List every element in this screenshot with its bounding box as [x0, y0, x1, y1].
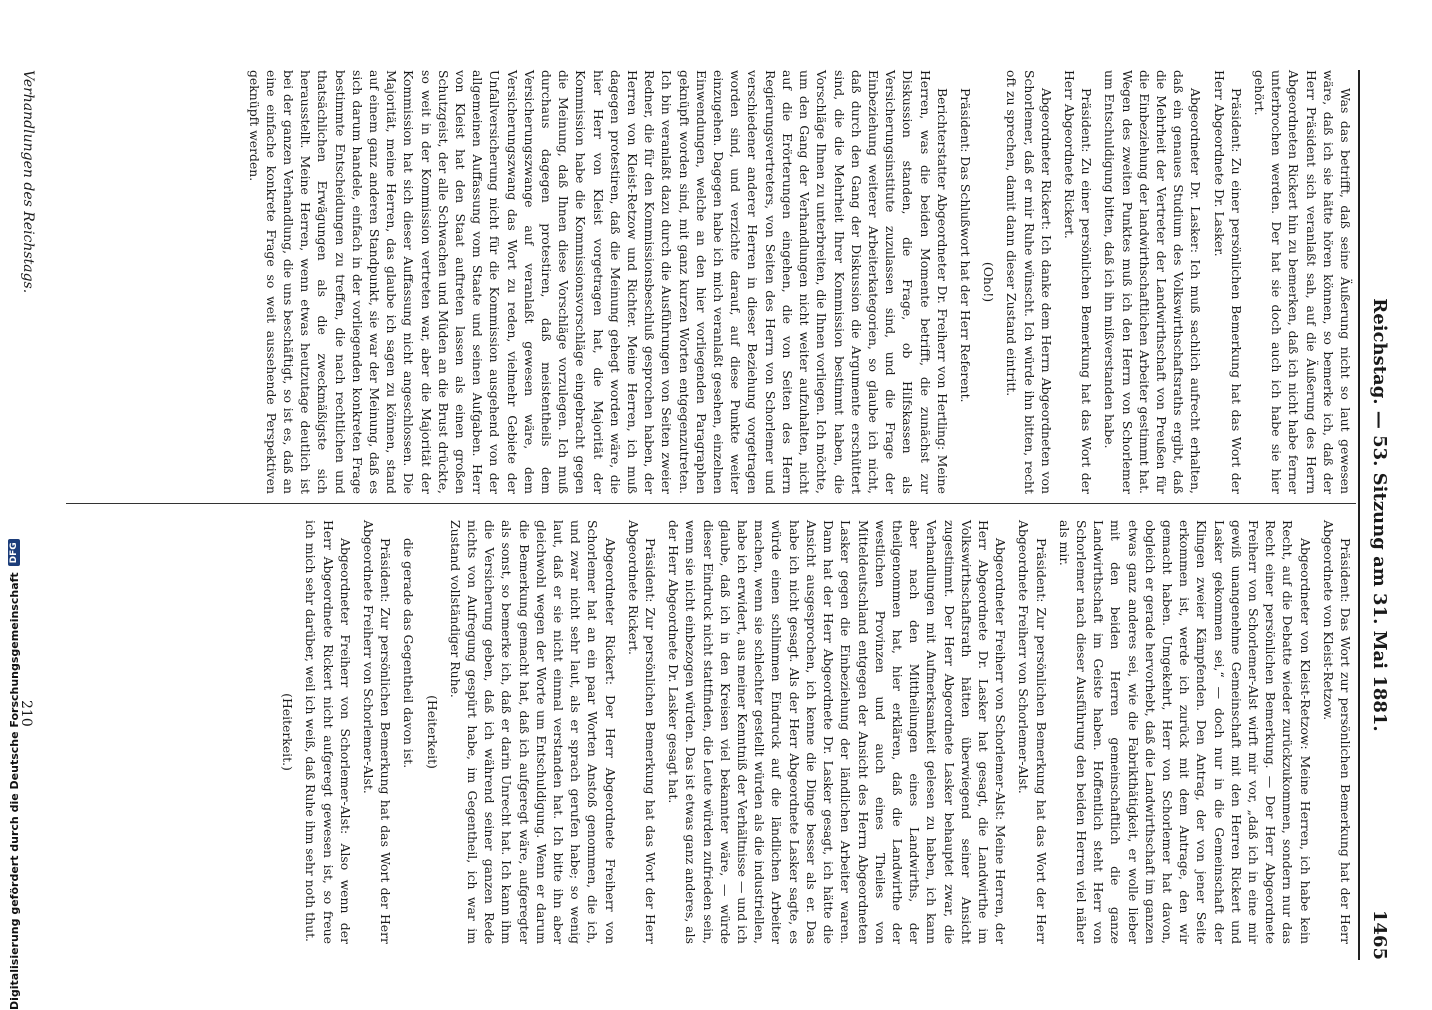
interjection: (Heiterkeit.) — [280, 693, 296, 771]
page-header — [1364, 70, 1390, 960]
digitization-note — [4, 10, 24, 1010]
header-title: Reichstag. — 53. Sitzung am 31. Mai 1881. — [1369, 298, 1390, 732]
paragraph: Präsident: Zur persönlichen Bemerkung hat das Wort der Herr Abgeordnete Rickert. — [625, 520, 659, 944]
dfg-logo-icon: DFG — [8, 539, 20, 566]
paragraph: Abgeordneter Freiherr von Schorlemer-Alst: Also wenn der Herr Abgeordnete Rickert nicht aufgeregt gewesen ist, so freue ich mich sehr darüber, weil ich weiß, daß Ruhe ihm sehr noth thut. — [303, 520, 353, 944]
paragraph: die gerade das Gegentheil davon ist. — [401, 538, 417, 769]
column-divider — [66, 503, 1356, 504]
paragraph: Abgeordneter Rickert: Der Herr Abgeordnete Freiherr von Schorlemer hat an ein paar Worten Anstoß genommen, die ich, und zwar nicht sehr laut, als er sprach gerufen habe; so wenig laut, daß er sie nicht einmal verstanden hat. Ich bitte ihn aber gleichwohl wegen der Worte um Entschuldigung. Wenn er darum die Bemerkung gemacht hat, daß ich aufgeregt wäre, aufgeregter als sonst, so bemerke ich, daß er darin Unrecht hat. Ich kann ihm die Versicherung geben, daß ich während seiner ganzen Rede nichts von Aufregung gespürt habe, im Gegentheil, ich war im Zustand vollständiger Ruhe. — [447, 520, 618, 944]
paragraph: Präsident: Zur persönlichen Bemerkung hat das Wort der Herr Abgeordnete Freiherr von Schorlemer-Alst. — [361, 520, 394, 944]
paragraph: Abgeordneter Freiherr von Schorlemer-Alst: Meine Herren, der Herr Abgeordnete Dr. Lasker hat gesagt, die Landwirthe im Volkswirthschaftsrath hätten überwiegend seiner Ansicht zugestimmt. Der Herr Abgeordnete Lasker behauptet zwar, die Verhandlungen mit Aufmerksamkeit gelesen zu haben, ich kann aber nach den Mittheilungen eines Landwirths, der theilgenommen hat, hier erklären, daß die Landwirthe der westlichen Provinzen und auch eines Theiles von Mitteldeutschland entgegen der Ansicht des Herrn Abgeordneten Lasker gegen die Einbeziehung der ländlichen Arbeiter waren. Dann hat der Herr Abgeordnete Dr. Lasker gesagt, ich hätte die Ansicht ausgesprochen, ich kenne die Dinge besser als er. Das habe ich nicht gesagt. Als der Herr Abgeordnete Lasker sagte, es würde einen schlimmen Eindruck auf die ländlichen Arbeiter machen, wenn sie schlechter gestellt würden als die industriellen, habe ich erwidert, aus meiner Kenntniß der Verhältnisse — und ich glaube, daß ich in den Kreisen viel bekannter wäre, — würde dieser Eindruck nicht stattfinden, die Leute würden zufrieden sein, wenn sie nicht einbezogen würden. Das ist etwas ganz anderes, als der Herr Abgeordnete Dr. Lasker gesagt hat. — [666, 520, 1009, 944]
paragraph: Abgeordneter von Kleist-Retzow: Meine Herren, ich habe kein Recht, auf die Debatte wieder zurückzukommen, sondern nur das Recht einer persönlichen Bemerkung. — Der Herr Abgeordnete Freiherr von Schorlemer-Alst wirft mir vor, „daß ich in eine mir gewiß unangenehme Gemeinschaft mit den Herren Rickert und Lasker gekommen sei,“ — doch nur in die Gemeinschaft der Klingen zweier Kämpfenden. Den Antrag, der von jener Seite erkommen ist, werde ich zurück mit dem Antrage, den wir gemacht haben. Umgekehrt, Herr von Schorlemer hat davon, obgleich er gerade hervorhebt, daß die Landwirthschaft im ganzen etwas ganz anderes sei, wie die Fabrikthätigkeit, er wolle lieber mit den beiden Herren gemeinschaftlich die ganze Landwirthschaft im Geiste haben. Hoffentlich steht Herr von Schorlemer nach dieser Ausführung den beiden Herren viel näher als mir. — [1056, 520, 1313, 944]
footer-page-number: 210 — [18, 700, 34, 727]
header-rule — [1358, 70, 1360, 960]
interjection: (Oho!) — [981, 261, 997, 303]
paragraph: Abgeordneter Rickert: Ich danke dem Herrn Abgeordneten von Schorlemer, daß er mir Ruhe wünscht. Ich würde ihn bitten, recht oft zu sprechen, damit dann dieser Zustand eintritt. — [1004, 70, 1054, 494]
page-number: 1465 — [1369, 909, 1390, 960]
left-column — [239, 70, 1354, 494]
footer-title: Verhandlungen des Reichstags. — [20, 70, 36, 294]
paragraph: Präsident: Das Wort zur persönlichen Bemerkung hat der Herr Abgeordnete von Kleist-Retzow. — [1320, 520, 1353, 944]
paragraph: Präsident: Zur persönlichen Bemerkung hat das Wort der Herr Abgeordnete Freiherr von Schorlemer-Alst. — [1016, 520, 1049, 944]
right-column — [273, 520, 1354, 944]
paragraph: Abgeordneter Dr. Lasker: Ich muß sachlich aufrecht erhalten, daß ein genaues Studium des Volkswirthschaftsraths ergibt, daß die Mehrheit der Vertreter der Landwirthschaft von Preußen für die Einbeziehung der landwirthschaftlichen Arbeiter gestimmt hat. Wegen des zweiten Punktes muß ich den Herrn von Schorlemer um Entschuldigung bitten, daß ich ihn mißverstanden habe. — [1102, 70, 1204, 494]
digitization-note-text: Digitalisierung gefördert durch die Deutsche Forschungsgemeinschaft — [7, 572, 21, 1010]
interjection: (Heiterkeit) — [424, 695, 440, 769]
paragraph: Was das betrifft, daß seine Äußerung nicht so laut gewesen wäre, daß ich sie hätte hören können, so bemerke ich, daß der Herr Präsident sich veranlaßt sah, auf die Äußerung des Herrn Abgeordneten Rickert hin zu bemerken, daß ich nicht habe ferner unterbrochen werden. Der hat sie doch auch ich habe sie hier gehört. — [1251, 70, 1353, 494]
paragraph: Berichterstatter Abgeordneter Dr. Freiherr von Hertling: Meine Herren, was die beiden Momente betrifft, die zunächst zur Diskussion standen, die Frage, ob Hilfskassen als Versicherungsinstitute zuzulassen sind, und die Frage der Einbeziehung weiterer Arbeiterkategorien, so glaube ich nicht, daß durch den Gang der Diskussion die Argumente erschüttert sind, die die Mehrheit Ihrer Kommission bestimmt haben, die Vorschläge Ihnen zu unterbreiten, die Ihnen vorliegen. Ich möchte, um den Gang der Verhandlungen nicht weiter aufzuhalten, nicht auf die Erörterungen eingehen, die von Seiten des Herrn Regierungsvertreters, von Seiten des Herrn von Schorlemer und verschiedener anderer Herren in dieser Beziehung vorgetragen worden sind, und verzichte darauf, auf diese Punkte weiter einzugehen. Dagegen habe ich mich veranlaßt gesehen, einzelnen Einwendungen, welche an den hier vorliegenden Paragraphen geknüpft worden sind, mit ganz kurzen Worten entgegenzutreten. Ich bin veranlaßt dazu durch die Ausführungen von Seiten zweier Redner, die für den Kommissionsbeschluß gesprochen haben, der Herren von Kleist-Retzow und Richter. Meine Herren, ich muß dagegen protestiren, daß die Meinung gehegt worden wäre, die hier Herr von Kleist vorgetragen hat, die Majorität der Kommission habe die Kommissionsvorschläge eingebracht gegen die Meinung, daß Ihnen diese Vorschläge vorzulegen. Ich muß durchaus dagegen protestiren, daß meistentheils dem Versicherungszwange auf veranlaßt gewesen wäre, dem Versicherungszwang das Wort zu reden, vielmehr Gebiete der Unfallversicherung nicht für die Kommission ausgehend von der allgemeinen Auffassung vom Staate und seinen Aufgaben. Herr von Kleist hat den Staat auftreten lassen als einen großen Schutzgeist, der alle Schwachen und Müden an die Brust drückte, so weit in der Kommission vertreten war, aber die Majorität der Kommission hat sich dieser Auffassung nicht angeschlossen. Die Majorität, meine Herren, das glaube ich sagen zu können, stand auf einem ganz anderen Standpunkt, sie war der Meinung, daß es sich darum handele, einfach in der vorliegenden konkreten Frage bestimmte Entscheidungen zu treffen, die nach rechtlichen und thatsächlichen Erwägungen als die zweckmäßigste sich herausstellt. Meine Herren, wenn etwas heutzutage deutlich ist bei der ganzen Verhandlung, die uns beschäftigt, so ist es, daß an eine einfache konkrete Frage so weit aussehende Perspektiven geknüpft werden. — [246, 70, 950, 494]
paragraph: Präsident: Zu einer persönlichen Bemerkung hat das Wort der Herr Abgeordnete Dr. Lasker. — [1211, 70, 1244, 494]
paragraph: Präsident: Zu einer persönlichen Bemerkung hat das Wort der Herr Abgeordnete Rickert. — [1061, 70, 1095, 494]
paragraph: Präsident: Das Schlußwort hat der Herr Referent. — [957, 88, 973, 403]
